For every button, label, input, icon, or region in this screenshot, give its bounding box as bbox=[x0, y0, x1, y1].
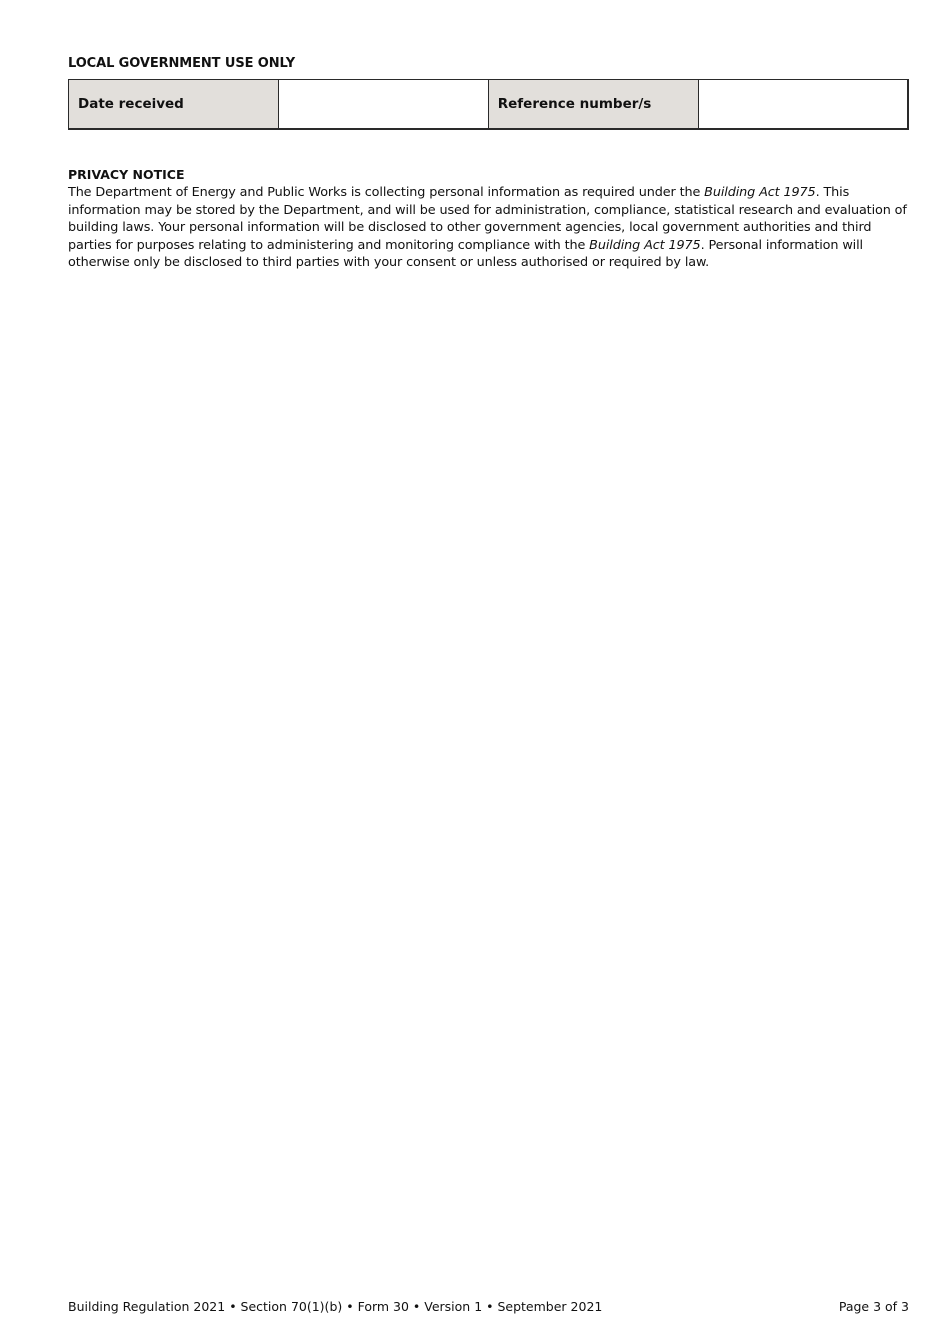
privacy-text-part-1: The Department of Energy and Public Works is collecting personal information as required under the bbox=[68, 185, 705, 200]
privacy-notice-heading: PRIVACY NOTICE bbox=[68, 167, 185, 182]
date-received-field[interactable] bbox=[278, 80, 488, 130]
privacy-text-part-3: . Personal information will otherwise only be disclosed to third parties with your consent or unless authorised or required by law. bbox=[68, 237, 863, 271]
form-page bbox=[68, 0, 909, 1342]
date-received-label: Date received bbox=[69, 80, 279, 130]
privacy-notice-text bbox=[68, 184, 911, 272]
local-government-heading: LOCAL GOVERNMENT USE ONLY bbox=[68, 56, 296, 71]
footer-page-number: Page 3 of 3 bbox=[838, 1299, 909, 1314]
local-government-table bbox=[68, 79, 909, 130]
reference-number-field[interactable] bbox=[698, 80, 908, 130]
building-act-reference: Building Act 1975 bbox=[704, 185, 816, 200]
reference-number-label: Reference number/s bbox=[488, 80, 698, 130]
local-government-row bbox=[69, 80, 909, 130]
building-act-reference: Building Act 1975 bbox=[589, 237, 701, 253]
footer-form-info: Building Regulation 2021 • Section 70(1)(b) • Form 30 • Version 1 • September 2021 bbox=[68, 1299, 603, 1314]
privacy-text-part-2: . This information may be stored by the Department, and will be used for administration, compliance, statistical research and evaluation of building laws. Your personal information will be disclosed to other government agencies, local government authorities and third parties for purposes relating to administering and monitoring compliance with the bbox=[68, 185, 907, 253]
